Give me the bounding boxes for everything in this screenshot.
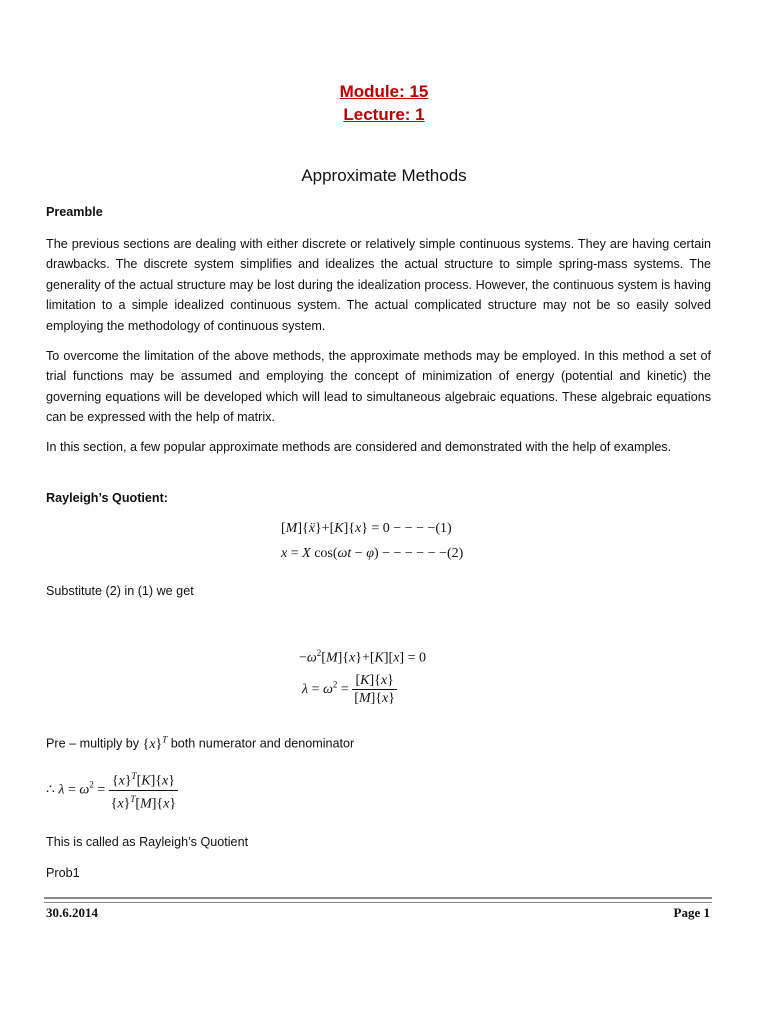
premultiply-vector: $\{x\}^T$	[142, 734, 168, 752]
equation-4-fraction: $\frac{[K]\{x\}}{[M]\{x\}}$	[354, 673, 395, 706]
footer-rule-thick	[44, 897, 712, 899]
premultiply-text: Pre – multiply by	[46, 736, 140, 751]
rayleigh-quotient-fraction: $\frac{\{x\}^T[K]\{x\}}{\{x\}^T[M]\{x\}}$	[109, 768, 178, 812]
prob-label: Prob1	[46, 866, 80, 880]
footer-date: 30.6.2014	[46, 905, 98, 920]
page-title: Approximate Methods	[301, 166, 467, 185]
premultiply-suffix: both numerator and denominator	[170, 736, 355, 751]
preamble-paragraph-3: In this section, a few popular approximate methods are considered and demonstrated with the help of examples.	[46, 440, 672, 454]
premultiply-line	[46, 734, 354, 753]
footer-rule-thin	[44, 902, 712, 903]
lecture-heading: Lecture: 1	[343, 105, 425, 124]
preamble-paragraph-2: To overcome the limitation of the above methods, the approximate methods may be employed. In this method a set of trial functions may be assumed and employing the concept of minimization of energy (potential and kinetic) the governing equations will be developed which will lead to simultaneous algebraic equations. These algebraic equations can be expressed with the help of matrix.	[46, 349, 711, 425]
rayleigh-heading: Rayleigh’s Quotient:	[46, 491, 168, 505]
equation-2: x = X cos(ωt − φ) − − − − − −(2)	[281, 546, 464, 561]
footer-page-number: Page 1	[673, 905, 710, 920]
rayleigh-quotient-equation: ∴ $\lambda = \omega^2$ = $\frac{\{x\}^T[K]\{x\}}{\{x\}^T[M]\{x\}}$	[46, 768, 178, 812]
equation-2-tag: (2)	[447, 546, 464, 561]
substitute-text: Substitute (2) in (1) we get	[46, 584, 194, 598]
equation-1-tag: (1)	[435, 521, 452, 536]
equation-3: $-\omega^2[M]\{x\}+[K][x] = 0$	[299, 648, 426, 666]
preamble-heading: Preamble	[46, 205, 103, 219]
equation-4: $\lambda = \omega^2$ = $\frac{[K]\{x\}}{[M]\{x\}}$	[302, 673, 395, 706]
called-text: This is called as Rayleigh’s Quotient	[46, 835, 249, 849]
equation-1: [M]{ẍ}+[K]{x} = 0 − − − −(1)	[281, 521, 452, 536]
preamble-paragraph-1: The previous sections are dealing with either discrete or relatively simple continuous systems. They are having certain drawbacks. The discrete system simplifies and idealizes the actual structure to simple spring-mass systems. The generality of the actual structure may be lost during the idealization process. However, the continuous system is having limitation to a simple idealized continuous system. The actual complicated structure may not be so easily solved employing the methodology of continuous system.	[46, 237, 711, 333]
module-heading: Module: 15	[339, 82, 429, 101]
